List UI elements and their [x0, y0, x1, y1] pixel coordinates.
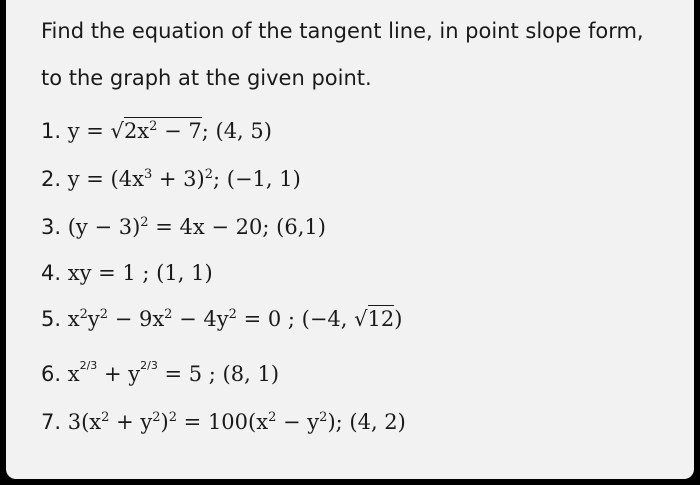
- exponent: 2: [204, 167, 214, 182]
- square-root: [111, 117, 202, 143]
- equation-part: ): [160, 410, 169, 434]
- exponent: 3: [143, 167, 153, 182]
- given-point: ; (4, 5): [201, 119, 272, 143]
- instruction-line-2: to the graph at the given point.: [41, 66, 372, 90]
- given-point: ; (−1, 1): [213, 167, 301, 191]
- exponent: 2: [99, 307, 109, 322]
- problem-number: 7.: [41, 410, 62, 434]
- equation-part: = 0 ; (−4,: [236, 307, 355, 331]
- equation-part: = 5 ; (8, 1): [157, 362, 280, 386]
- problem-2: [41, 166, 301, 192]
- equation-part: + 3): [152, 167, 205, 191]
- equation-part: − 4y: [172, 307, 229, 331]
- exponent: 2: [268, 410, 277, 425]
- instruction-line-1: Find the equation of the tangent line, in point slope form,: [41, 19, 644, 43]
- equation-part: ): [394, 307, 403, 331]
- equation-part: (y − 3): [67, 215, 141, 239]
- problem-number: 5.: [41, 307, 62, 331]
- radical-sign: √: [354, 307, 368, 331]
- equation-part: + y: [97, 362, 141, 386]
- problem-number: 6.: [41, 362, 62, 386]
- equation-part: 3(x: [67, 410, 102, 434]
- equation-part: x: [67, 362, 80, 386]
- exponent: 2: [319, 410, 328, 425]
- exponent-numerator: 2: [140, 359, 148, 372]
- equation-part: = 100(x: [177, 410, 269, 434]
- problem-lhs: y =: [67, 119, 111, 143]
- radicand: 12: [367, 307, 395, 331]
- exponent: 2: [149, 119, 158, 134]
- exponent-denominator: 3: [150, 359, 158, 372]
- exponent: 2: [101, 410, 110, 425]
- problem-number: 2.: [41, 167, 62, 191]
- radicand: [124, 117, 202, 143]
- equation-part: + y: [109, 410, 153, 434]
- problem-1: [41, 118, 272, 144]
- equation-part: y = (4x: [67, 167, 144, 191]
- problem-sheet: [6, 0, 694, 479]
- problem-number: 3.: [41, 215, 62, 239]
- problem-7: [41, 409, 406, 435]
- equation-part: = 4x − 20; (6,1): [148, 215, 326, 239]
- equation-part: xy = 1 ; (1, 1): [67, 261, 213, 285]
- radicand-term: 2x: [123, 119, 150, 143]
- equation-part: x: [67, 307, 80, 331]
- problem-number: 4.: [41, 261, 62, 285]
- equation-part: y: [87, 307, 100, 331]
- exponent: 2: [152, 410, 161, 425]
- equation-part: − y: [276, 410, 320, 434]
- equation-part: − 9x: [108, 307, 165, 331]
- exponent: 2: [79, 307, 88, 322]
- square-root: [354, 305, 394, 331]
- problem-4: [41, 260, 213, 286]
- exponent-denominator: 3: [90, 359, 98, 372]
- fraction-exponent: 2/3: [79, 359, 98, 372]
- radical-sign: √: [110, 119, 124, 143]
- problem-3: [41, 214, 326, 240]
- problem-6: [41, 361, 279, 387]
- exponent: 2: [228, 307, 237, 322]
- exponent: 2: [164, 307, 173, 322]
- radicand-term: − 7: [157, 119, 202, 143]
- equation-part: ); (4, 2): [327, 410, 406, 434]
- exponent-numerator: 2: [79, 359, 87, 372]
- fraction-exponent: 2/3: [140, 359, 158, 372]
- problem-5: [41, 306, 402, 332]
- exponent: 2: [140, 215, 149, 230]
- exponent: 2: [168, 410, 177, 425]
- problem-number: 1.: [41, 119, 62, 143]
